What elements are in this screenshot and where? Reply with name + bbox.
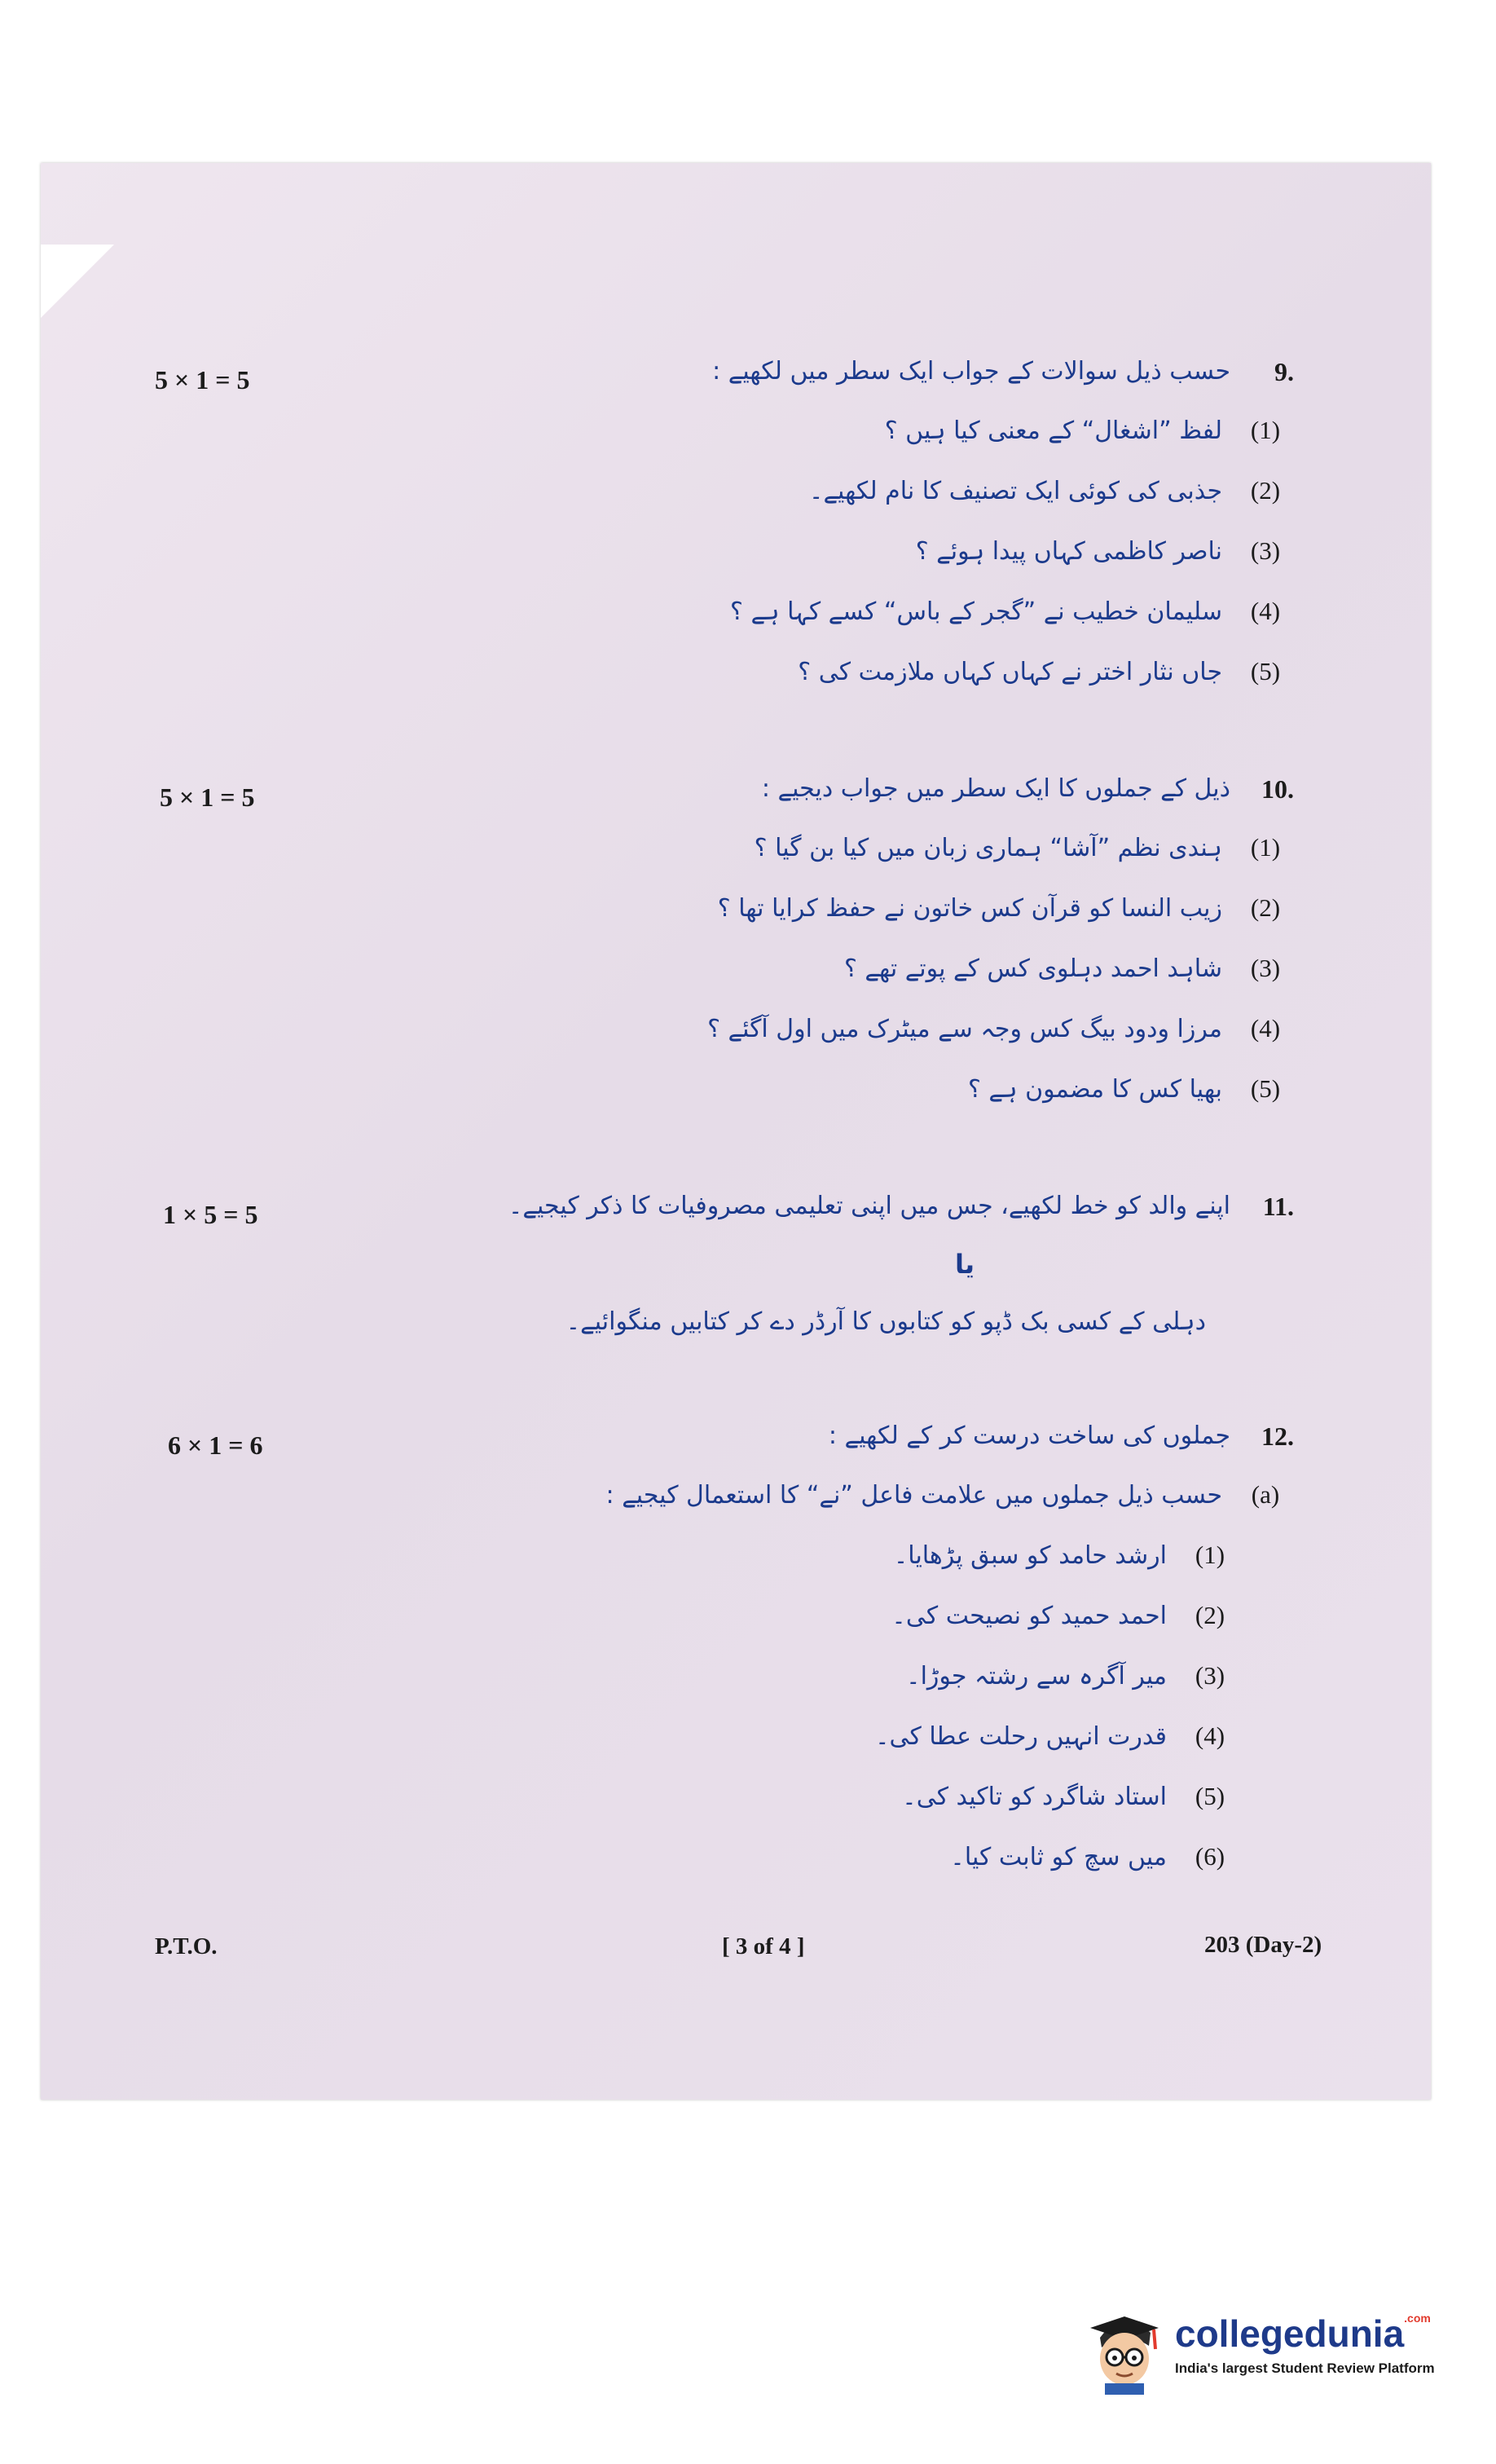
sub-question: (a)حسب ذیل جملوں میں علامت فاعل ”نے“ کا استعمال کیجیے :: [605, 1480, 1280, 1510]
alternate-question: دہلی کے کسی بک ڈپو کو کتابوں کا آرڈر دے کر کتابیں منگوائیے۔: [565, 1307, 1206, 1336]
list-item: (4)مرزا ودود بیگ کس وجہ سے میٹرک میں اول آگئے ؟: [707, 1014, 1281, 1043]
brand-suffix: .com: [1404, 2312, 1431, 2325]
marks-label: 1 × 5 = 5: [163, 1200, 258, 1229]
question-stem: ذیل کے جملوں کا ایک سطر میں جواب دیجیے :: [761, 774, 1230, 803]
marks-label: 5 × 1 = 5: [160, 782, 255, 812]
list-item: (3)ناصر کاظمی کہاں پیدا ہوئے ؟: [915, 536, 1281, 566]
list-item: (5)استاد شاگرد کو تاکید کی۔: [902, 1782, 1225, 1811]
list-item: (1)لفظ ”اشغال“ کے معنی کیا ہیں ؟: [884, 416, 1281, 445]
question-number: 10.: [1261, 774, 1294, 804]
or-separator: یا: [955, 1249, 975, 1280]
page-number: [ 3 of 4 ]: [722, 1933, 805, 1959]
list-item: (2)جذبی کی کوئی ایک تصنیف کا نام لکھیے۔: [808, 476, 1281, 505]
question-number: 11.: [1262, 1192, 1294, 1221]
question-stem: جملوں کی ساخت درست کر کے لکھیے :: [828, 1422, 1230, 1450]
list-item: (5)بھیا کس کا مضمون ہے ؟: [967, 1074, 1281, 1104]
list-item: (3)میر آگرہ سے رشتہ جوڑا۔: [906, 1661, 1225, 1690]
pto-label: P.T.O.: [155, 1933, 218, 1959]
question-10: [169, 774, 1294, 1117]
list-item: (3)شاہد احمد دہلوی کس کے پوتے تھے ؟: [843, 954, 1281, 983]
question-number: 9.: [1274, 357, 1294, 386]
collegedunia-logo: [1084, 2305, 1459, 2395]
marks-label: 5 × 1 = 5: [155, 365, 250, 395]
list-item: (2)زیب النسا کو قرآن کس خاتون نے حفظ کرایا تھا ؟: [717, 893, 1281, 923]
marks-label: 6 × 1 = 6: [168, 1430, 263, 1460]
question-stem: اپنے والد کو خط لکھیے، جس میں اپنی تعلیمی مصروفیات کا ذکر کیجیے۔: [508, 1192, 1230, 1220]
brand-tagline: India's largest Student Review Platform: [1175, 2360, 1435, 2376]
student-avatar-icon: [1084, 2305, 1165, 2395]
list-item: (4)قدرت انہیں رحلت عطا کی۔: [874, 1721, 1225, 1751]
list-item: (6)میں سچ کو ثابت کیا۔: [950, 1842, 1225, 1871]
question-stem: حسب ذیل سوالات کے جواب ایک سطر میں لکھیے :: [712, 357, 1230, 386]
question-12: [169, 1422, 1294, 1878]
question-number: 12.: [1261, 1422, 1294, 1451]
list-item: (1)ہندی نظم ”آشا“ ہماری زبان میں کیا بن گیا ؟: [754, 833, 1281, 862]
question-9: [169, 357, 1294, 699]
page-fold-corner: [41, 245, 114, 318]
list-item: (4)سلیمان خطیب نے ”گجر کے باس“ کسے کہا ہے ؟: [729, 597, 1281, 626]
list-item: (2)احمد حمید کو نصیحت کی۔: [891, 1601, 1225, 1630]
brand-name: collegedunia: [1175, 2312, 1405, 2355]
list-item: (1)ارشد حامد کو سبق پڑھایا۔: [893, 1541, 1225, 1570]
paper-code: 203 (Day-2): [1204, 1932, 1322, 1958]
list-item: (5)جاں نثار اختر نے کہاں کہاں ملازمت کی ؟: [798, 657, 1281, 686]
